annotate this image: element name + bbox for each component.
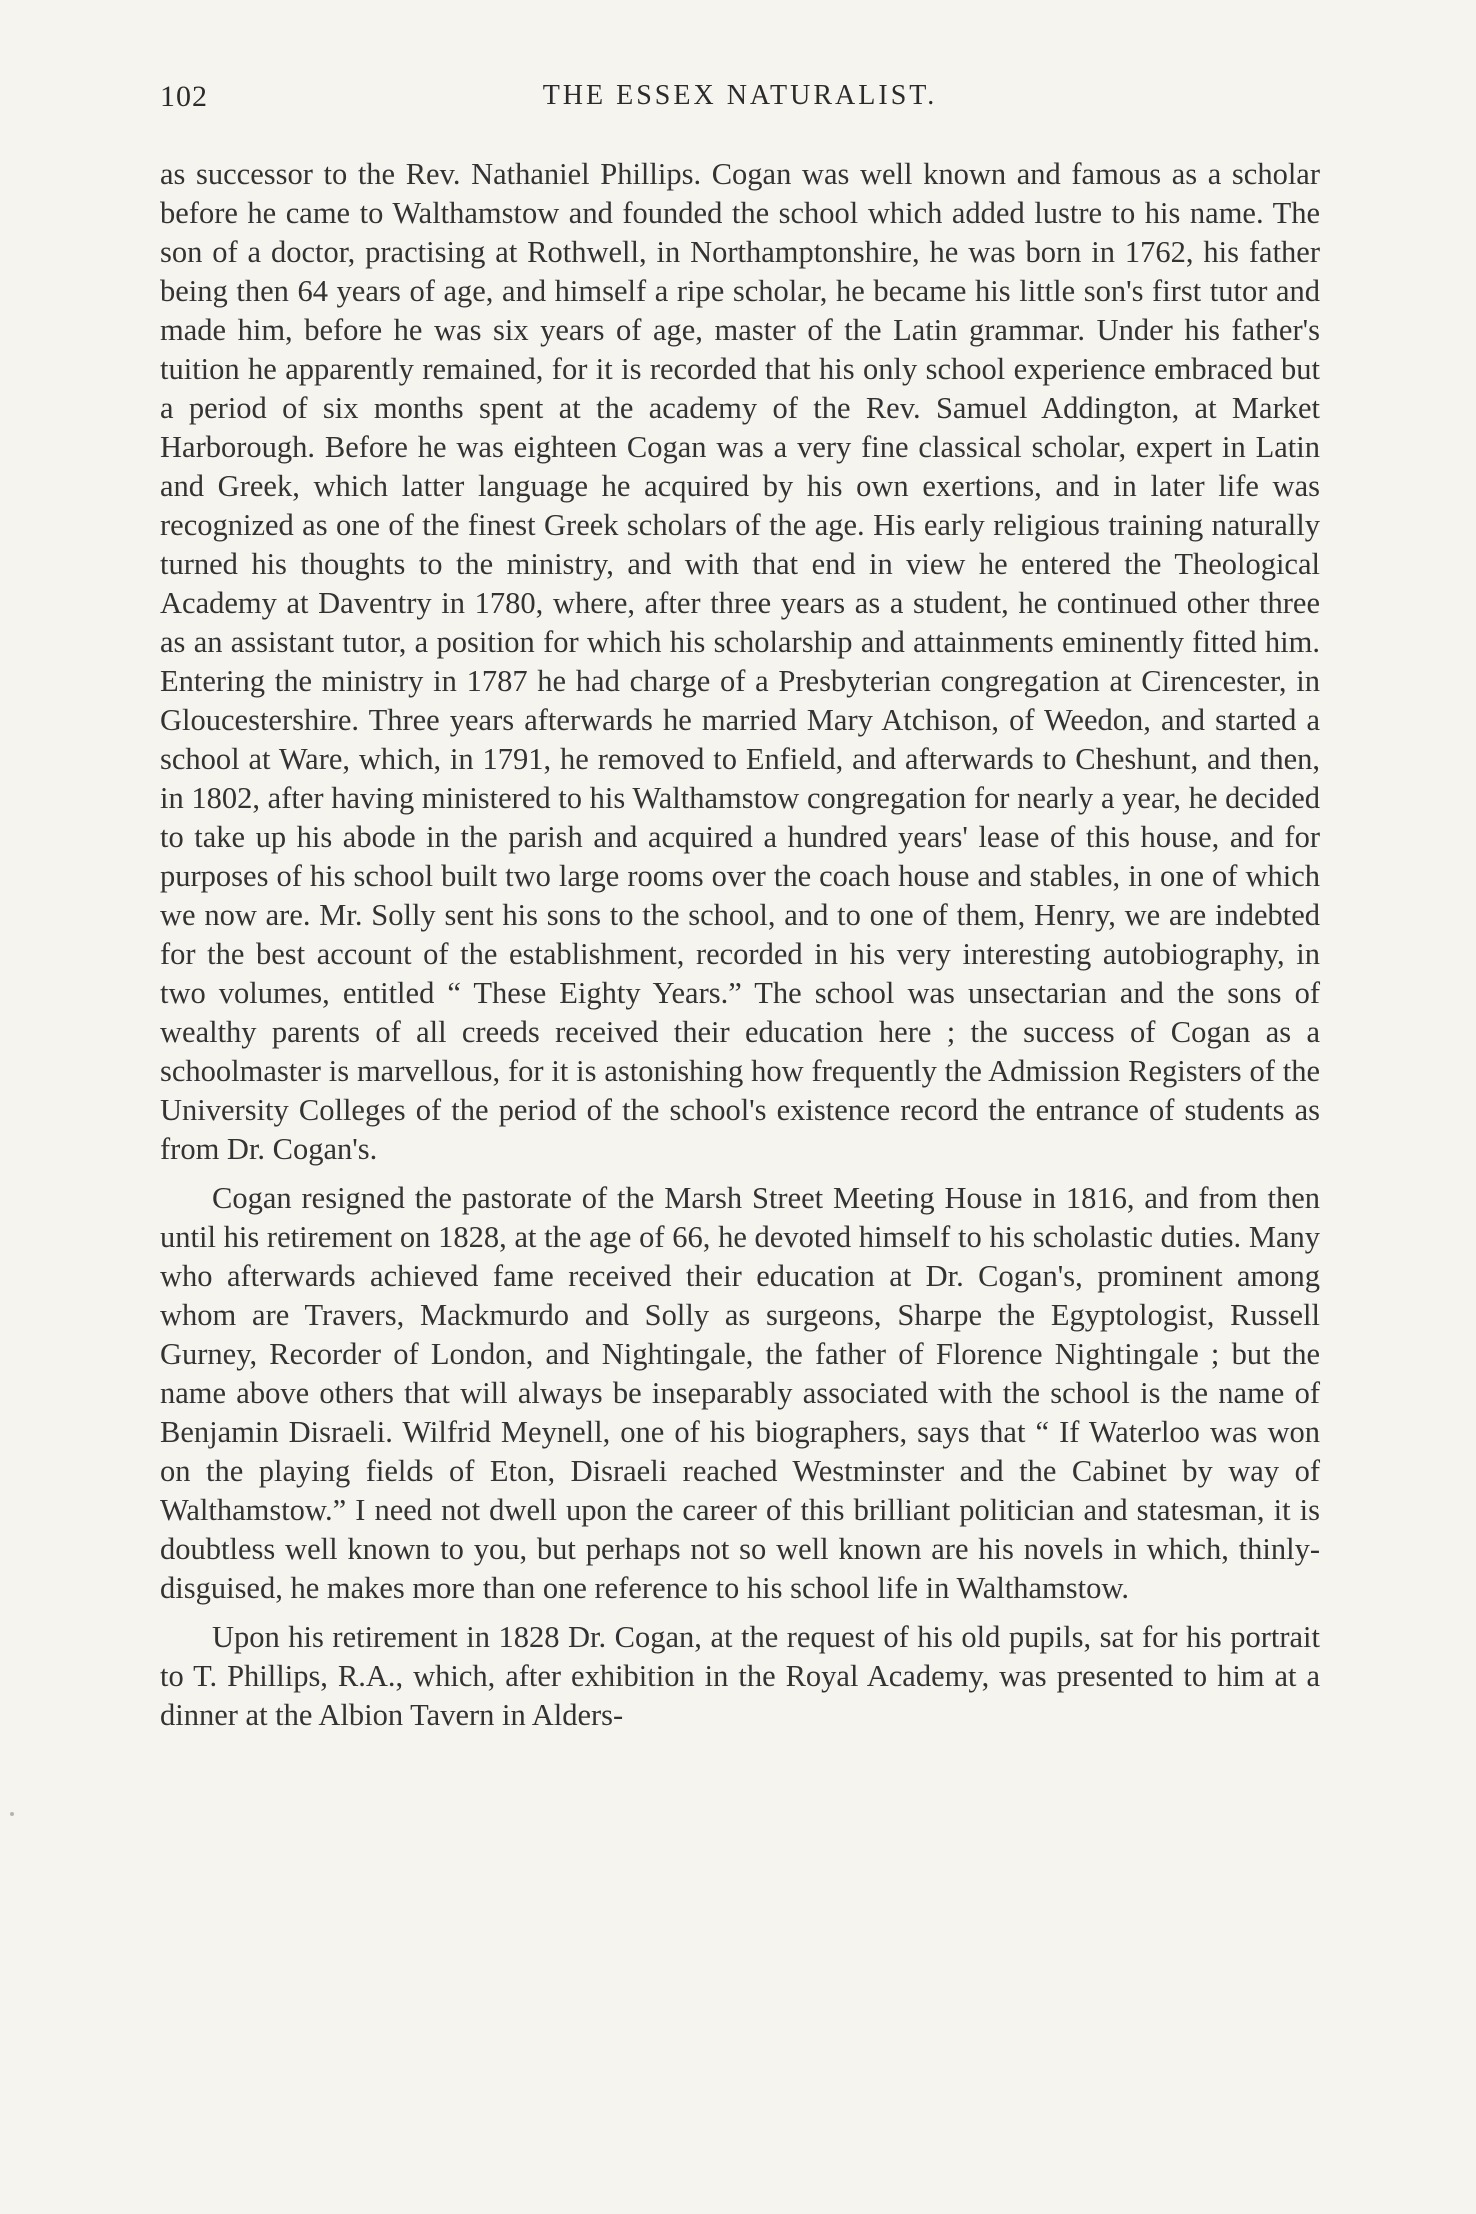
scan-speck bbox=[10, 1812, 14, 1816]
body-text bbox=[160, 155, 1320, 1735]
paragraph-3: Upon his retirement in 1828 Dr. Cogan, at the request of his old pupils, sat for his portrait to T. Phillips, R.A., which, after exhibition in the Royal Academy, was presented to him at a dinner at the Albion Tavern in Alders- bbox=[160, 1620, 1320, 1732]
running-head: THE ESSEX NATURALIST. bbox=[542, 80, 938, 111]
page-number: 102 bbox=[160, 80, 208, 113]
page-header bbox=[160, 80, 1320, 120]
paragraph-1: as successor to the Rev. Nathaniel Phillips. Cogan was well known and famous as a scholar before he came to Walthamstow and founded the school which added lustre to his name. The son of a doctor, practising at Rothwell, in Northamptonshire, he was born in 1762, his father being then 64 years of age, and himself a ripe scholar, he became his little son's first tutor and made him, before he was six years of age, master of the Latin grammar. Under his father's tuition he apparently remained, for it is recorded that his only school experience embraced but a period of six months spent at the academy of the Rev. Samuel Addington, at Market Harborough. Before he was eighteen Cogan was a very fine classical scholar, expert in Latin and Greek, which latter language he acquired by his own exertions, and in later life was recognized as one of the finest Greek scholars of the age. His early religious training naturally turned his thoughts to the ministry, and with that end in view he entered the Theological Academy at Daventry in 1780, where, after three years as a student, he continued other three as an assistant tutor, a position for which his scholarship and attainments eminently fitted him. Entering the ministry in 1787 he had charge of a Presbyterian congregation at Cirencester, in Gloucestershire. Three years afterwards he married Mary Atchison, of Weedon, and started a school at Ware, which, in 1791, he removed to Enfield, and afterwards to Cheshunt, and then, in 1802, after having ministered to his Walthamstow congregation for nearly a year, he decided to take up his abode in the parish and acquired a hundred years' lease of this house, and for purposes of his school built two large rooms over the coach house and stables, in one of which we now are. Mr. Solly sent his sons to the school, and to one of them, Henry, we are indebted for the best account of the establishment, recorded in his very interesting autobiography, in two volumes, entitled “ These Eighty Years.” The school was unsectarian and the sons of wealthy parents of all creeds received their education here ; the success of Cogan as a schoolmaster is marvellous, for it is astonishing how frequently the Admission Registers of the University Colleges of the period of the school's existence record the entrance of students as from Dr. Cogan's. bbox=[160, 157, 1320, 1166]
paragraph-2: Cogan resigned the pastorate of the Marsh Street Meeting House in 1816, and from then until his retirement on 1828, at the age of 66, he devoted himself to his scholastic duties. Many who afterwards achieved fame received their education at Dr. Cogan's, prominent among whom are Travers, Mackmurdo and Solly as surgeons, Sharpe the Egyptologist, Russell Gurney, Recorder of London, and Nightingale, the father of Florence Nightingale ; but the name above others that will always be inseparably associated with the school is the name of Benjamin Disraeli. Wilfrid Meynell, one of his biographers, says that “ If Waterloo was won on the playing fields of Eton, Disraeli reached Westminster and the Cabinet by way of Walthamstow.” I need not dwell upon the career of this brilliant politician and statesman, it is doubtless well known to you, but perhaps not so well known are his novels in which, thinly-disguised, he makes more than one reference to his school life in Walthamstow. bbox=[160, 1181, 1320, 1605]
